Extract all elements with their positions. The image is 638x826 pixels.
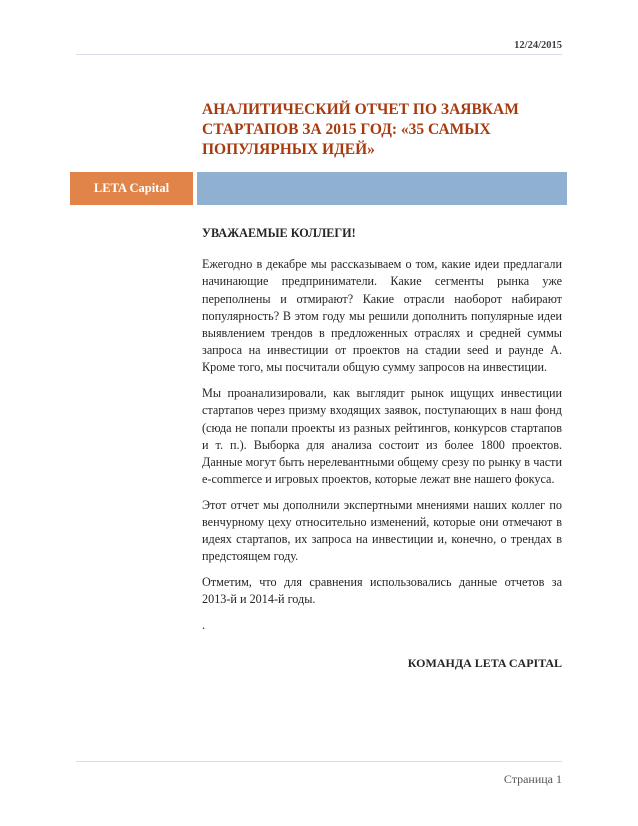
paragraph-analysis: Мы проанализировали, как выглядит рынок ищущих инвестиции стартапов через призму входящих заявок, поступающих в наш фонд (сюда не попали проекты из разных рейтингов, конкурсов стартапов и т. п.). Выборка для анализа состоит из более 1800 проектов. Данные могут быть нерелевантными общему срезу по рынку в части e-commerce и игровых проектов, которые лежат вне нашего фокуса. xyxy=(202,386,562,487)
header-divider xyxy=(76,54,562,55)
document-title: АНАЛИТИЧЕСКИЙ ОТЧЕТ ПО ЗАЯВКАМ СТАРТАПОВ ЗА 2015 ГОД: «35 САМЫХ ПОПУЛЯРНЫХ ИДЕЙ» xyxy=(202,101,519,158)
stray-dot: . xyxy=(202,618,206,633)
paragraph-experts: Этот отчет мы дополнили экспертными мнениями наших коллег по венчурному цеху относительно изменений, которые они отмечают в идеях стартапов, их запроса на инвестиции и, конечно, о трендах в предстоящем году. xyxy=(202,497,562,564)
greeting: УВАЖАЕМЫЕ КОЛЛЕГИ! xyxy=(202,226,356,240)
decorative-band xyxy=(197,172,567,205)
company-band-label: LETA Capital xyxy=(70,172,193,205)
letter-body xyxy=(202,225,562,637)
paragraph-intro: Ежегодно в декабре мы рассказываем о том, какие идеи предлагали начинающие предприниматели. Какие сегменты рынка уже переполнены и отмирают? Какие отрасли наоборот набирают популярность? В этом году мы решили дополнить популярные идеи выявлением трендов в предложенных отраслях и средней суммы запроса на инвестиции от проектов на стадии seed и раунде A. Кроме того, мы посчитали общую сумму запросов на инвестиции. xyxy=(202,257,562,375)
header-date: 12/24/2015 xyxy=(514,40,562,51)
signature: КОМАНДА LETA CAPITAL xyxy=(407,656,562,670)
page-number: Страница 1 xyxy=(503,772,562,786)
paragraph-comparison: Отметим, что для сравнения использовались данные отчетов за 2013-й и 2014-й годы. xyxy=(202,575,562,607)
footer-divider xyxy=(76,761,562,762)
